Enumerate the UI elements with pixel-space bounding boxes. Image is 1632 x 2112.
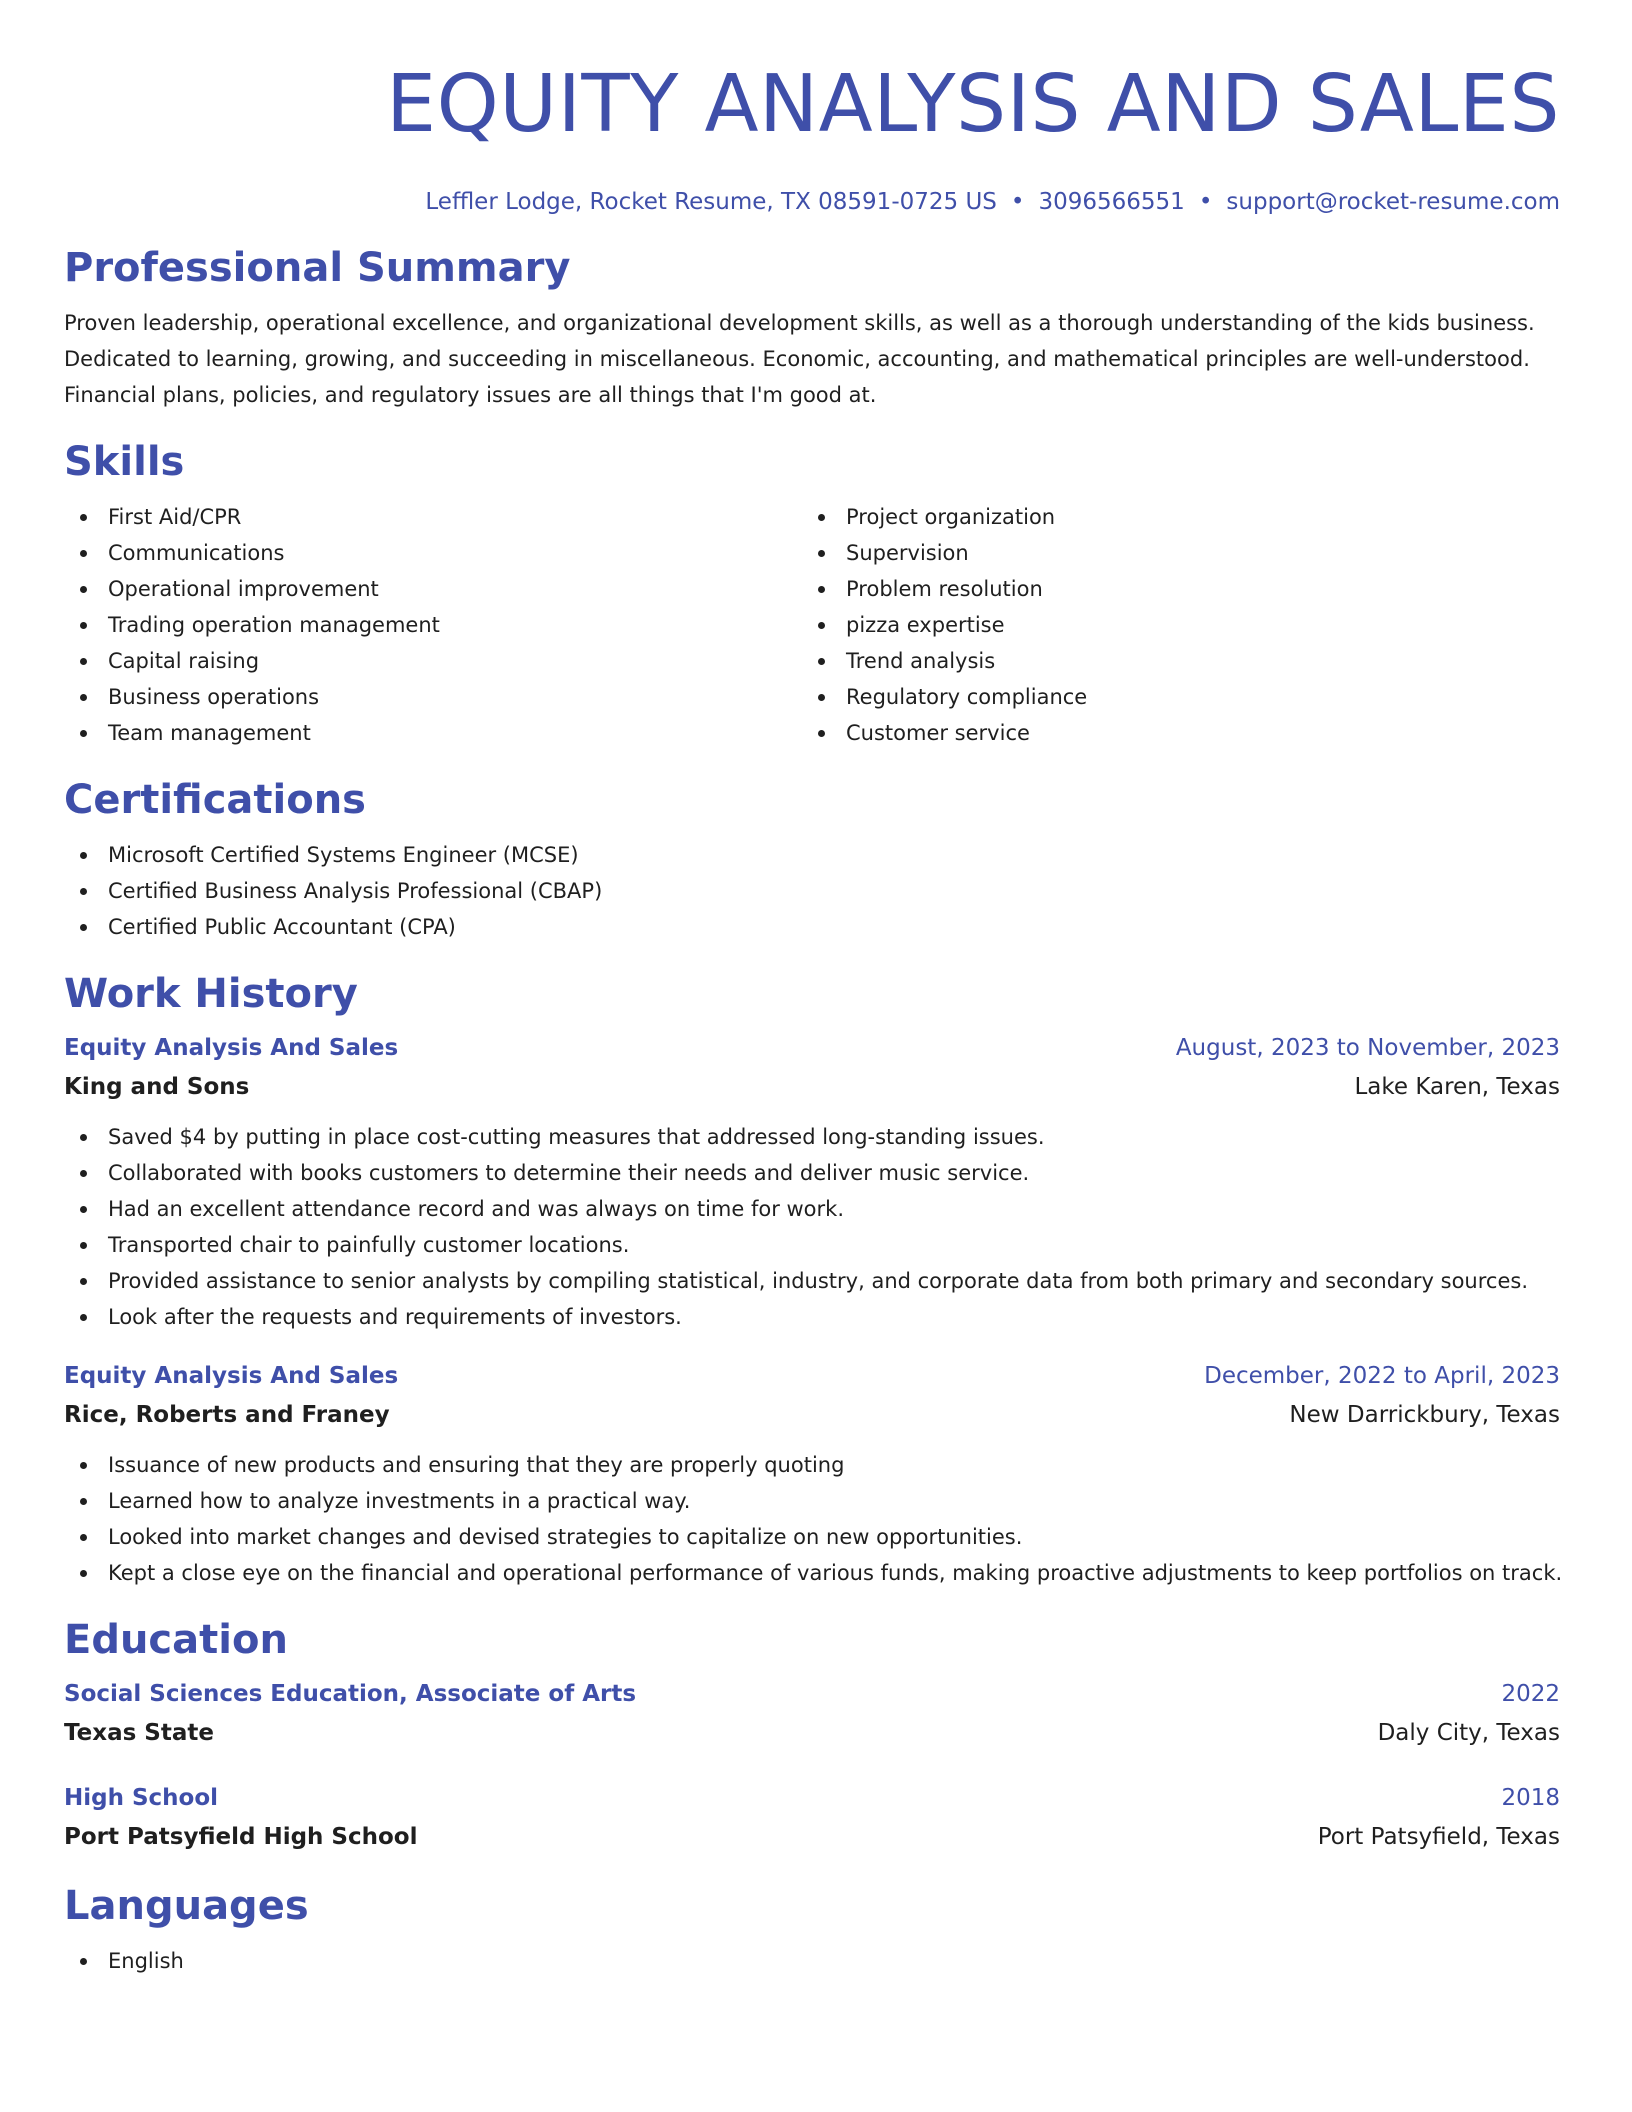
- job-bullet: Kept a close eye on the financial and operational performance of various funds, making proactive adjustments to keep portfolios on track.: [64, 1555, 1560, 1591]
- resume-page: [64, 0, 1563, 1979]
- education-entry: [64, 1779, 1560, 1857]
- job-title: Equity Analysis And Sales: [64, 1363, 399, 1389]
- education-location: Port Patsyfield, Texas: [1317, 1824, 1560, 1850]
- skills-column-left: [64, 499, 802, 751]
- job-company: King and Sons: [64, 1074, 250, 1100]
- skills-list: [64, 499, 1560, 751]
- education-entry: [64, 1675, 1560, 1753]
- skills-column-right: [802, 499, 1540, 751]
- summary-text: Proven leadership, operational excellence, and organizational development skills, as well as a thorough understanding of the kids business. Dedicated to learning, growing, and succeeding in miscellaneous. Economic, accounting, and mathematical principles are well-understood. Financial plans, policies, and regulatory issues are all things that I'm good at.: [64, 311, 1535, 407]
- job-bullet: Had an excellent attendance record and was always on time for work.: [64, 1191, 1560, 1227]
- job-entry: [64, 1029, 1560, 1335]
- education-year: 2018: [1501, 1785, 1560, 1811]
- job-header-row: [64, 1029, 1560, 1067]
- job-header-row: [64, 1357, 1560, 1395]
- skill-item: Problem resolution: [802, 571, 1540, 607]
- job-title: Equity Analysis And Sales: [64, 1035, 399, 1061]
- job-bullet: Transported chair to painfully customer locations.: [64, 1227, 1560, 1263]
- resume-name: EQUITY ANALYSIS AND SALES: [386, 58, 1560, 150]
- certification-item: Certified Business Analysis Professional (CBAP): [64, 873, 1560, 909]
- certifications-list: [64, 837, 1560, 945]
- education-heading: Education: [64, 1617, 288, 1663]
- contact-line: [64, 187, 1560, 217]
- education-school: Texas State: [64, 1720, 214, 1746]
- certification-item: Microsoft Certified Systems Engineer (MCSE): [64, 837, 1560, 873]
- education-school-row: [64, 1817, 1560, 1857]
- education-location: Daly City, Texas: [1377, 1720, 1560, 1746]
- job-bullet: Collaborated with books customers to determine their needs and deliver music service.: [64, 1155, 1560, 1191]
- skill-item: Project organization: [802, 499, 1540, 535]
- languages-heading: Languages: [64, 1883, 309, 1929]
- job-bullet: Look after the requests and requirements of investors.: [64, 1299, 1560, 1335]
- job-dates: December, 2022 to April, 2023: [1204, 1363, 1560, 1389]
- job-location: Lake Karen, Texas: [1354, 1074, 1560, 1100]
- skill-item: Supervision: [802, 535, 1540, 571]
- skill-item: Trading operation management: [64, 607, 802, 643]
- job-bullets: [64, 1447, 1563, 1591]
- job-bullet: Saved $4 by putting in place cost-cutting measures that addressed long-standing issues.: [64, 1119, 1560, 1155]
- contact-email[interactable]: support@rocket-resume.com: [1226, 189, 1560, 215]
- certifications-heading: Certifications: [64, 777, 366, 823]
- job-company: Rice, Roberts and Franey: [64, 1402, 390, 1428]
- contact-separator: •: [1198, 189, 1213, 215]
- certification-item: Certified Public Accountant (CPA): [64, 909, 1560, 945]
- skill-item: Business operations: [64, 679, 802, 715]
- skill-item: Operational improvement: [64, 571, 802, 607]
- job-bullets: [64, 1119, 1560, 1335]
- summary-heading: Professional Summary: [64, 245, 571, 291]
- work-history-heading: Work History: [64, 971, 358, 1017]
- education-school: Port Patsyfield High School: [64, 1824, 418, 1850]
- education-school-row: [64, 1713, 1560, 1753]
- contact-phone[interactable]: 3096566551: [1038, 189, 1185, 215]
- education-degree: High School: [64, 1785, 219, 1811]
- job-bullet: Provided assistance to senior analysts by compiling statistical, industry, and corporate data from both primary and secondary sources.: [64, 1263, 1560, 1299]
- education-degree: Social Sciences Education, Associate of Arts: [64, 1681, 637, 1707]
- job-bullet: Issuance of new products and ensuring that they are properly quoting: [64, 1447, 1560, 1483]
- education-year: 2022: [1501, 1681, 1560, 1707]
- skill-item: Regulatory compliance: [802, 679, 1540, 715]
- job-company-row: [64, 1395, 1560, 1435]
- job-bullet: Looked into market changes and devised strategies to capitalize on new opportunities.: [64, 1519, 1560, 1555]
- education-header-row: [64, 1675, 1560, 1713]
- skill-item: First Aid/CPR: [64, 499, 802, 535]
- job-dates: August, 2023 to November, 2023: [1175, 1035, 1560, 1061]
- job-entry: [64, 1357, 1563, 1591]
- skills-heading: Skills: [64, 439, 185, 485]
- job-location: New Darrickbury, Texas: [1289, 1402, 1560, 1428]
- education-header-row: [64, 1779, 1560, 1817]
- skill-item: Customer service: [802, 715, 1540, 751]
- skill-item: Communications: [64, 535, 802, 571]
- language-item: English: [64, 1943, 1560, 1979]
- job-bullet: Learned how to analyze investments in a practical way.: [64, 1483, 1560, 1519]
- skill-item: Capital raising: [64, 643, 802, 679]
- languages-list: [64, 1943, 1560, 1979]
- job-company-row: [64, 1067, 1560, 1107]
- contact-separator: •: [1010, 189, 1025, 215]
- skill-item: Trend analysis: [802, 643, 1540, 679]
- skill-item: Team management: [64, 715, 802, 751]
- skill-item: pizza expertise: [802, 607, 1540, 643]
- contact-address: Leffler Lodge, Rocket Resume, TX 08591-0725 US: [425, 189, 997, 215]
